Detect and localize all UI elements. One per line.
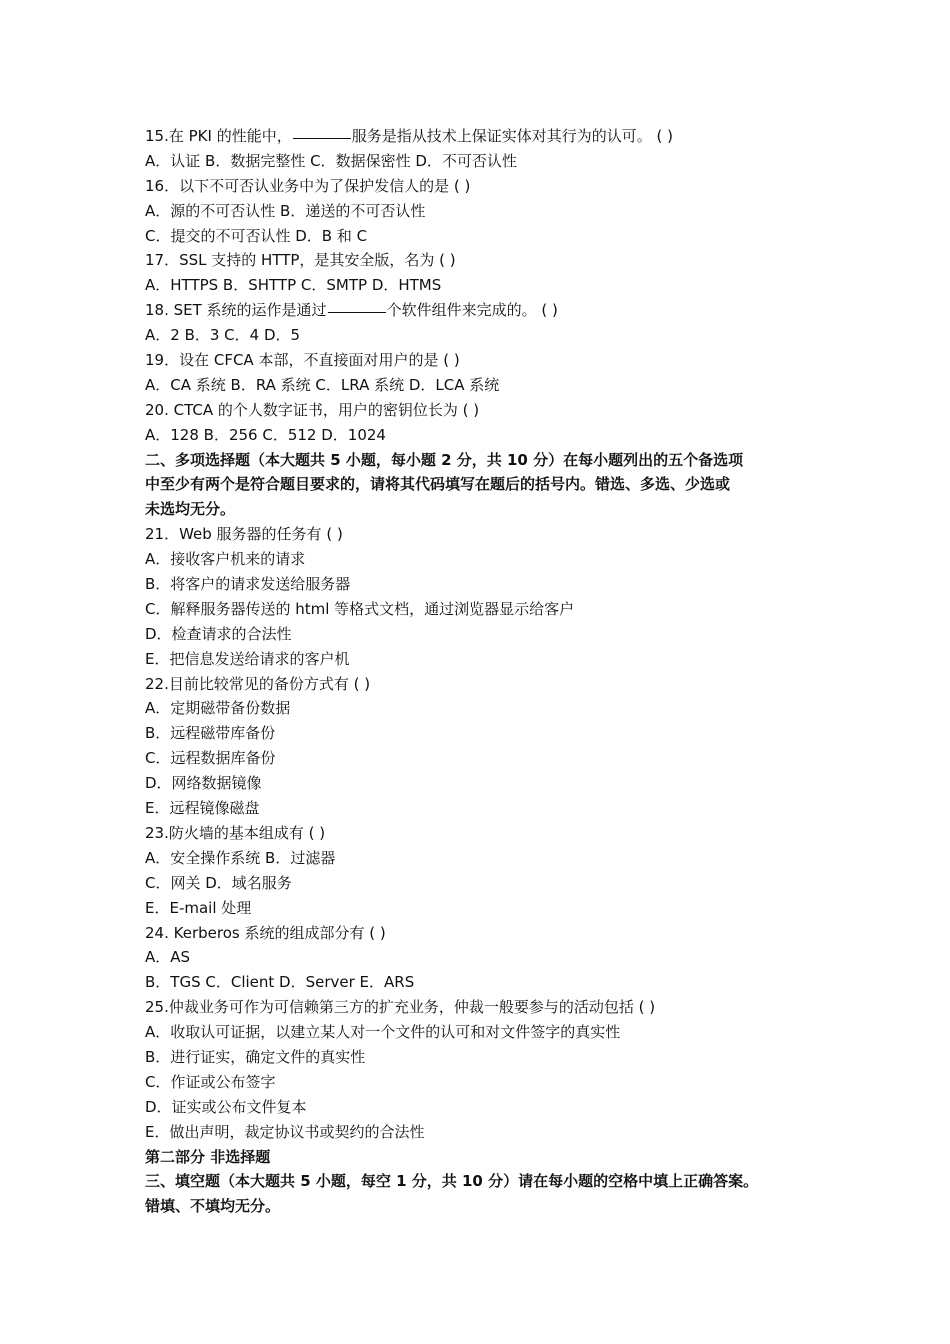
question-text-before-blank: 15.在 PKI 的性能中， bbox=[145, 127, 292, 145]
text-line: 25.仲裁业务可作为可信赖第三方的扩充业务，仲裁一般要参与的活动包括 ( ) bbox=[145, 998, 656, 1017]
text-line: C．提交的不可否认性 D．B 和 C bbox=[145, 226, 368, 245]
text-line: 20. CTCA 的个人数字证书，用户的密钥位长为 ( ) bbox=[145, 400, 480, 419]
question-text-after-blank: 服务是指从技术上保证实体对其行为的认可。 ( ) bbox=[351, 127, 673, 145]
section-heading-line: 未选均无分。 bbox=[145, 500, 236, 519]
section-heading-line: 错填、不填均无分。 bbox=[145, 1197, 281, 1216]
text-line: B．TGS C．Client D．Server E．ARS bbox=[145, 973, 415, 992]
text-line: 24. Kerberos 系统的组成部分有 ( ) bbox=[145, 923, 386, 942]
question-line-with-blank bbox=[145, 124, 835, 149]
text-line: A．定期磁带备份数据 bbox=[145, 699, 291, 718]
text-line: A．收取认可证据，以建立某人对一个文件的认可和对文件签字的真实性 bbox=[145, 1023, 621, 1042]
text-line: B．远程磁带库备份 bbox=[145, 724, 276, 743]
text-line: A．CA 系统 B．RA 系统 C．LRA 系统 D．LCA 系统 bbox=[145, 375, 500, 394]
text-line: A．安全操作系统 B．过滤器 bbox=[145, 848, 336, 867]
text-line: D．网络数据镜像 bbox=[145, 774, 262, 793]
fill-in-blank bbox=[328, 311, 386, 313]
text-line: C．解释服务器传送的 html 等格式文档，通过浏览器显示给客户 bbox=[145, 599, 575, 618]
text-line: A．2 B．3 C．4 D．5 bbox=[145, 326, 301, 345]
text-line: 16．以下不可否认业务中为了保护发信人的是 ( ) bbox=[145, 176, 471, 195]
text-line: A．128 B．256 C．512 D．1024 bbox=[145, 425, 386, 444]
text-line: E．做出声明，裁定协议书或契约的合法性 bbox=[145, 1122, 425, 1141]
text-line: C．网关 D．域名服务 bbox=[145, 873, 292, 892]
text-line: E．把信息发送给请求的客户机 bbox=[145, 649, 350, 668]
text-line: A．源的不可否认性 B．递送的不可否认性 bbox=[145, 201, 426, 220]
section-heading-line: 三、填空题（本大题共 5 小题，每空 1 分，共 10 分）请在每小题的空格中填上正确答案。 bbox=[145, 1172, 759, 1191]
text-line: 22.目前比较常见的备份方式有 ( ) bbox=[145, 674, 371, 693]
text-line: 17．SSL 支持的 HTTP，是其安全版，名为 ( ) bbox=[145, 251, 456, 270]
section-heading-line: 二、多项选择题（本大题共 5 小题，每小题 2 分，共 10 分）在每小题列出的五个备选项 bbox=[145, 450, 744, 469]
text-line: A．HTTPS B．SHTTP C．SMTP D．HTMS bbox=[145, 276, 442, 295]
text-line: C．远程数据库备份 bbox=[145, 749, 276, 768]
text-line: 21．Web 服务器的任务有 ( ) bbox=[145, 525, 343, 544]
section-heading-line: 中至少有两个是符合题目要求的，请将其代码填写在题后的括号内。错选、多选、少选或 bbox=[145, 475, 731, 494]
text-line: D．证实或公布文件复本 bbox=[145, 1097, 307, 1116]
document-body bbox=[145, 124, 835, 1219]
text-line: A．认证 B．数据完整性 C．数据保密性 D．不可否认性 bbox=[145, 151, 517, 170]
text-line: D．检查请求的合法性 bbox=[145, 624, 292, 643]
question-text-before-blank: 18. SET 系统的运作是通过 bbox=[145, 301, 327, 320]
text-line: E．E-mail 处理 bbox=[145, 898, 252, 917]
text-line: 19．设在 CFCA 本部，不直接面对用户的是 ( ) bbox=[145, 351, 460, 370]
text-line: E．远程镜像磁盘 bbox=[145, 799, 260, 818]
section-heading-line: 第二部分 非选择题 bbox=[145, 1147, 271, 1166]
text-line: B．进行证实，确定文件的真实性 bbox=[145, 1047, 366, 1066]
question-line-with-blank bbox=[145, 298, 835, 323]
text-line: A．AS bbox=[145, 948, 191, 967]
text-line: 23.防火墙的基本组成有 ( ) bbox=[145, 823, 326, 842]
text-line: A．接收客户机来的请求 bbox=[145, 550, 306, 569]
text-line: B．将客户的请求发送给服务器 bbox=[145, 575, 351, 594]
fill-in-blank bbox=[293, 137, 351, 139]
text-line: C．作证或公布签字 bbox=[145, 1072, 276, 1091]
question-text-after-blank: 个软件组件来完成的。 ( ) bbox=[386, 301, 558, 320]
